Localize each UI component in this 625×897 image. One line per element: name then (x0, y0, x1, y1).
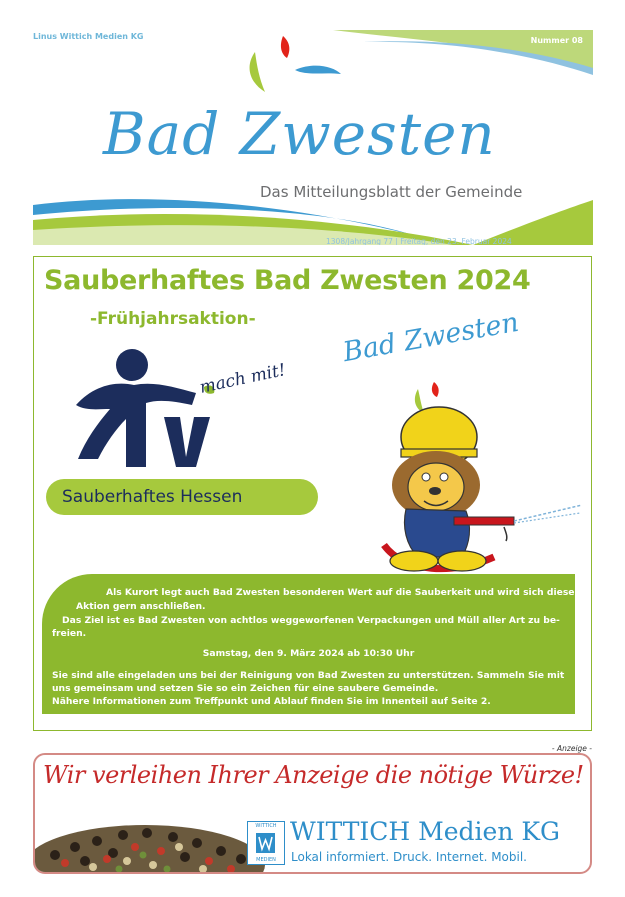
ad-slogan: Wir verleihen Ihrer Anzeige die nötige Würze! (43, 761, 584, 789)
event-date: Samstag, den 9. März 2024 ab 10:30 Uhr (202, 648, 415, 659)
announcement-headline: Sauberhaftes Bad Zwesten 2024 (44, 265, 531, 296)
issue-number: Nummer 08 (530, 36, 583, 45)
hessen-slogan: mach mit! (197, 360, 288, 398)
hessen-name: Sauberhaftes Hessen (62, 487, 243, 507)
ad-label: - Anzeige - (551, 744, 592, 753)
masthead-subtitle: Das Mitteilungsblatt der Gemeinde (260, 183, 523, 201)
announcement-subheadline: -Frühjahrsaktion- (90, 309, 256, 329)
publisher-name: Linus Wittich Medien KG (33, 32, 144, 41)
info-paragraph-3-line-3: Nähere Informationen zum Treffpunkt und Ablauf finden Sie im Innenteil auf Seite 2. (52, 696, 491, 707)
info-paragraph-3-line-2: uns gemeinsam und setzen Sie so ein Zeichen für eine saubere Gemeinde. (52, 683, 439, 694)
info-paragraph-3-line-1: Sie sind alle eingeladen uns bei der Reinigung von Bad Zwesten zu unterstützen. Sammeln Sie mit (52, 670, 565, 681)
info-panel (42, 574, 580, 714)
advertisement[interactable] (33, 753, 592, 874)
masthead-title: Bad Zwesten (103, 100, 496, 168)
wittich-logo-bottom-text: MEDIEN (256, 857, 276, 863)
wittich-logo-top-text: WITTICH (255, 823, 277, 829)
info-paragraph-1-line-2: Aktion gern anschließen. (76, 601, 206, 612)
town-logo-text: Bad Zwesten (340, 306, 522, 369)
info-paragraph-1-line-1: Als Kurort legt auch Bad Zwesten besonderen Wert auf die Sauberkeit und wird sich dieser (106, 587, 580, 598)
wittich-company-name: WITTICH Medien KG (290, 817, 561, 846)
info-paragraph-2-line-1: Das Ziel ist es Bad Zwesten von achtlos weggeworfenen Verpackungen und Müll aller Art zu be- (62, 615, 560, 626)
info-paragraph-2-line-2: freien. (52, 628, 87, 639)
wittich-logo-icon (247, 821, 285, 865)
masthead (33, 30, 593, 245)
wittich-tagline: Lokal informiert. Druck. Internet. Mobil. (291, 850, 527, 864)
peppercorns-image-icon (35, 795, 265, 874)
issue-info: 1308/Jahrgang 77 | Freitag, den 23. Februar 2024 (326, 237, 512, 245)
announcement-box (33, 256, 592, 731)
lion-firefighter-mascot-icon (344, 377, 584, 577)
